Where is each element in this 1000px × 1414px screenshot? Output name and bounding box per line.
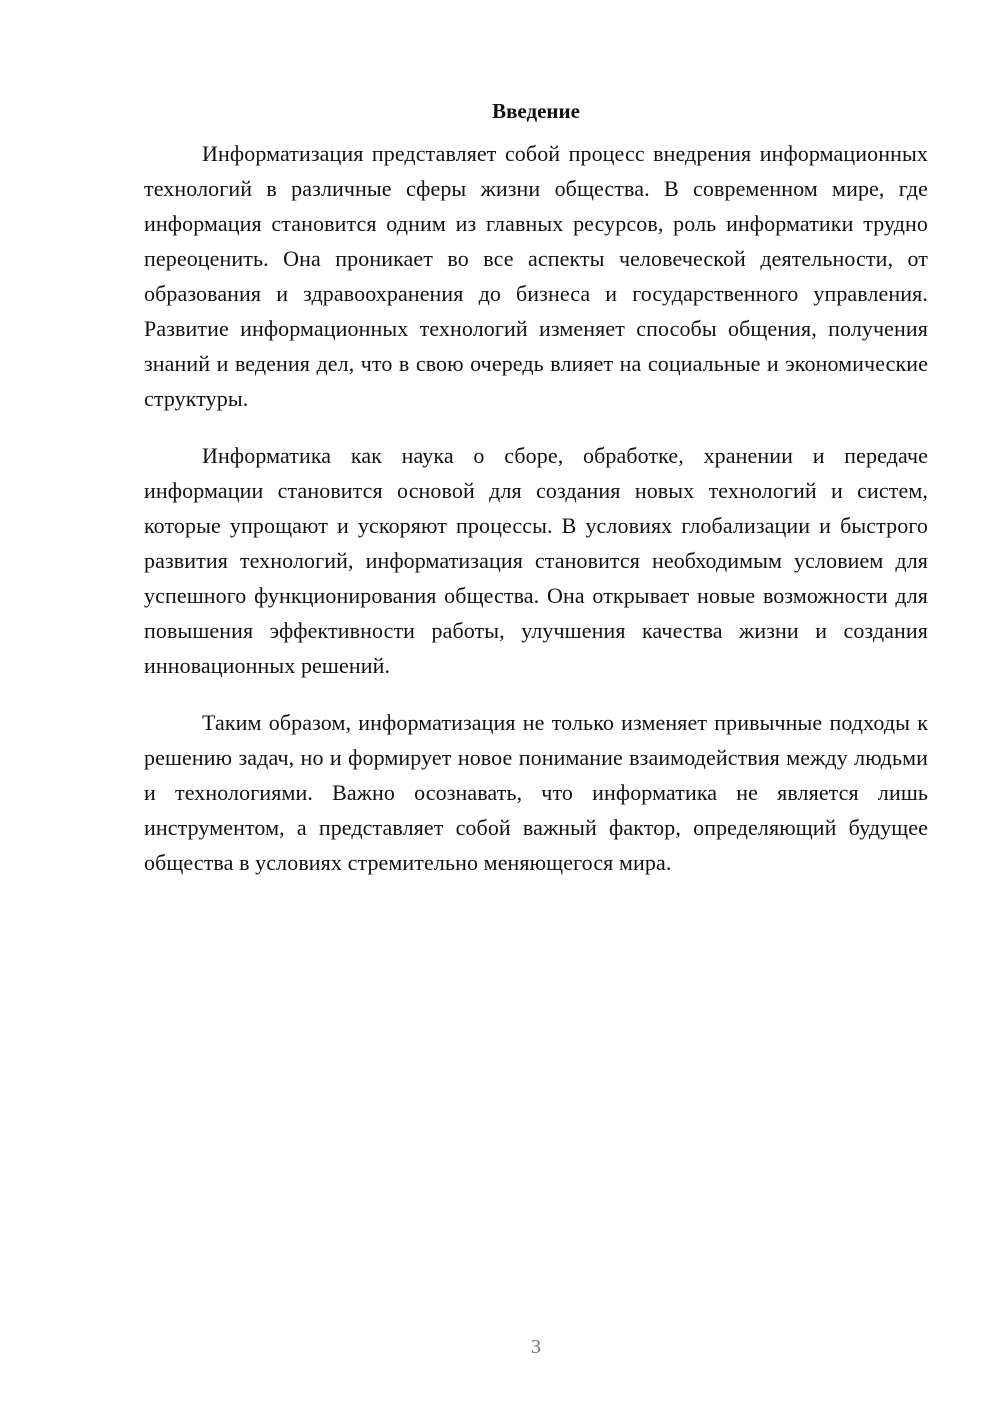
paragraph-1: Информатизация представляет собой процесс внедрения информационных технологий в различные сферы жизни общества. В современном мире, где информация становится одним из главных ресурсов, роль информатики трудно переоценить. Она проникает во все аспекты человеческой деятельности, от образования и здравоохранения до бизнеса и государственного управления. Развитие информационных технологий изменяет способы общения, получения знаний и ведения дел, что в свою очередь влияет на социальные и экономические структуры.	[144, 141, 928, 411]
page-content	[144, 96, 928, 902]
page-number: 3	[531, 1336, 541, 1358]
paragraph-3: Таким образом, информатизация не только изменяет привычные подходы к решению задач, но и формирует новое понимание взаимодействия между людьми и технологиями. Важно осознавать, что информатика не является лишь инструментом, а представляет собой важный фактор, определяющий будущее общества в условиях стремительно меняющегося мира.	[144, 710, 928, 875]
paragraph-2: Информатика как наука о сборе, обработке, хранении и передаче информации становится основой для создания новых технологий и систем, которые упрощают и ускоряют процессы. В условиях глобализации и быстрого развития технологий, информатизация становится необходимым условием для успешного функционирования общества. Она открывает новые возможности для повышения эффективности работы, улучшения качества жизни и создания инновационных решений.	[144, 443, 928, 678]
section-heading: Введение	[492, 99, 580, 123]
